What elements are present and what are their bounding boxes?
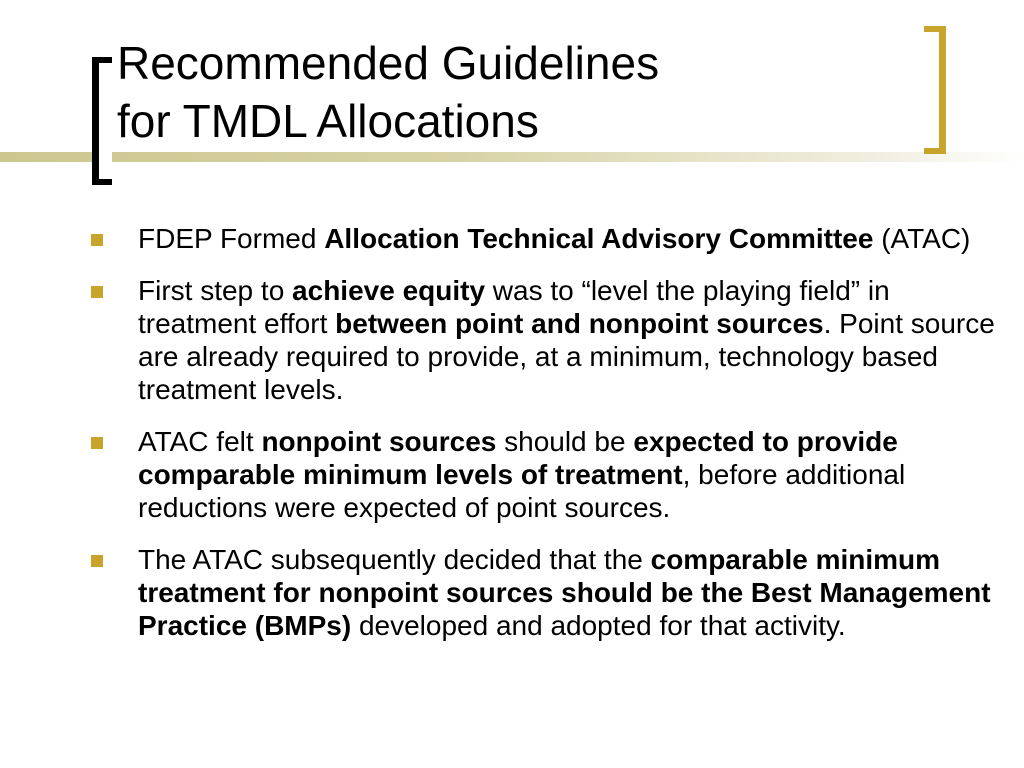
bullet-text-segment: First step to <box>138 275 293 306</box>
bullet-text-segment: (ATAC) <box>873 223 971 254</box>
bullet-text-segment: . Point source are already required to provide, at a minimum, technology based treatment levels. <box>138 308 995 405</box>
bullet-text <box>138 425 1002 524</box>
bullet-text-segment: was to “level the playing field” in treatment effort <box>138 275 890 339</box>
bullet-emphasis: expected to provide comparable minimum levels of treatment <box>138 426 898 490</box>
bullet-emphasis: achieve equity <box>292 275 486 306</box>
square-bullet-icon <box>91 286 103 298</box>
bullet-text-segment: The ATAC subsequently decided that the <box>138 544 651 575</box>
bullet-text-segment: FDEP Formed <box>138 223 325 254</box>
square-bullet-icon <box>91 437 103 449</box>
bullet-item <box>0 274 1024 406</box>
bullet-text <box>138 274 1002 406</box>
bullet-list <box>0 222 1024 661</box>
bullet-text <box>138 222 1002 255</box>
square-bullet-icon <box>91 234 103 246</box>
bullet-emphasis: nonpoint sources <box>261 426 497 457</box>
bullet-text-segment: ATAC felt <box>138 426 262 457</box>
slide-title <box>117 34 659 150</box>
square-bullet-icon <box>91 555 103 567</box>
slide-title-line-1: Recommended Guidelines <box>117 37 660 89</box>
slide-title-line-2: for TMDL Allocations <box>117 95 539 147</box>
title-bracket-right <box>924 26 946 154</box>
bullet-item <box>0 425 1024 524</box>
bullet-text-segment: should be <box>496 426 634 457</box>
bullet-item <box>0 543 1024 642</box>
bullet-text-segment: , before additional reductions were expected of point sources. <box>138 459 906 523</box>
bullet-emphasis: between point and nonpoint sources <box>335 308 824 339</box>
title-bracket-left <box>92 57 112 185</box>
bullet-emphasis: Allocation Technical Advisory Committee <box>324 223 874 254</box>
bullet-item <box>0 222 1024 255</box>
bullet-text <box>138 543 1002 642</box>
bullet-emphasis: comparable minimum treatment for nonpoint sources should be the Best Management Practice (BMPs) <box>138 544 991 641</box>
bullet-text-segment: developed and adopted for that activity. <box>351 610 846 641</box>
title-divider-bar <box>0 152 1024 162</box>
